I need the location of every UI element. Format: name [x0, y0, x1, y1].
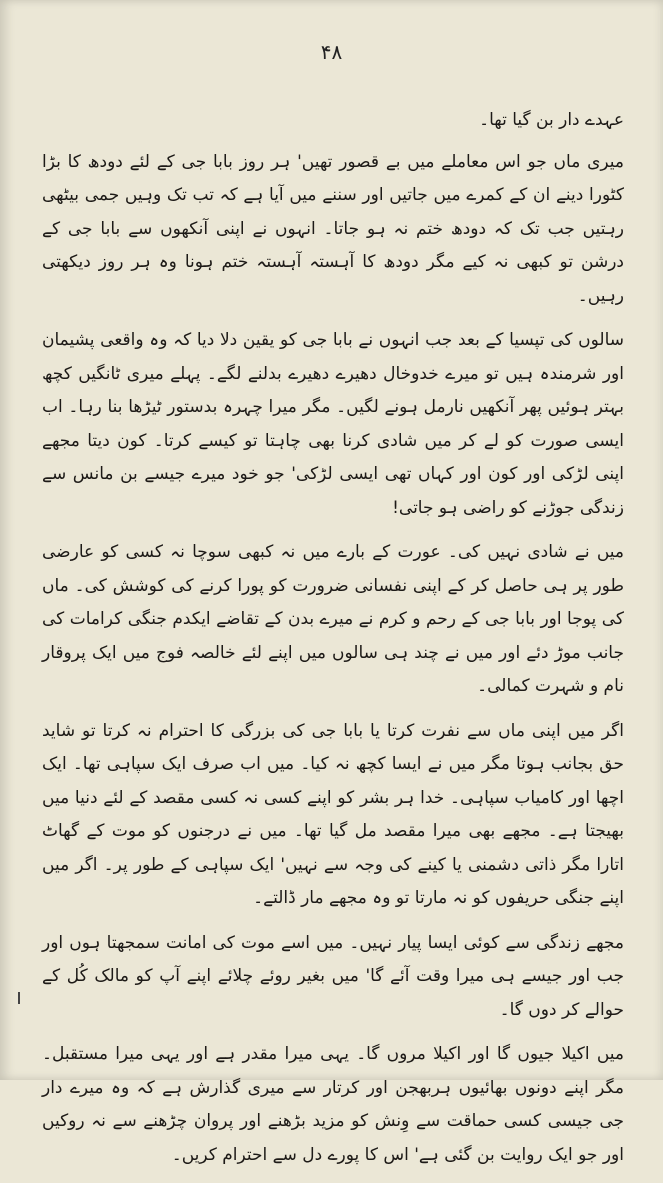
page-number: ۴۸	[320, 40, 343, 64]
paragraph-5: اگر میں اپنی ماں سے نفرت کرتا یا بابا جی کی بزرگی کا احترام نہ کرتا تو شاید حق بجانب ہوتا مگر میں نے ایسا کچھ نہ کیا۔ میں اب صرف ایک سپاہی تھا۔ ایک اچھا اور کامیاب سپاہی۔ خدا ہر بشر کو اپنے کسی نہ کسی مقصد کے لئے دنیا میں بھیجتا ہے۔ مجھے بھی میرا مقصد مل گیا تھا۔ میں نے درجنوں کو موت کے گھاٹ اتارا مگر ذاتی دشمنی یا کینے کی وجہ سے نہیں' ایک سپاہی کے طور پر۔ اگر میں اپنے جنگی حریفوں کو نہ مارتا تو وہ مجھے مار ڈالتے۔	[42, 720, 624, 908]
paragraph-2: میری ماں جو اس معاملے میں بے قصور تھیں' ہر روز بابا جی کے لئے دودھ کا بڑا کٹورا دینے ان کے کمرے میں جاتیں اور سننے میں آیا ہے کہ تب تک وہیں جمی بیٹھی رہتیں جب تک کہ دودھ ختم نہ ہو جاتا۔ انہوں نے اپنی آنکھوں سے بابا جی کے درشن تو کبھی نہ کیے مگر دودھ کا آہستہ آہستہ ختم ہونا وہ ہر روز دیکھتی رہیں۔	[42, 151, 624, 306]
paragraph-6: مجھے زندگی سے کوئی ایسا پیار نہیں۔ میں اسے موت کی امانت سمجھتا ہوں اور جب اور جیسے ہی میرا وقت آئے گا' میں بغیر روئے چلائے اپنے آپ کو مالک کُل کے حوالے کر دوں گا۔	[42, 932, 624, 1020]
paragraph-4: میں نے شادی نہیں کی۔ عورت کے بارے میں نہ کبھی سوچا نہ کسی کو عارضی طور پر ہی حاصل کر کے اپنی نفسانی ضرورت کو پورا کرنے کی کوشش کی۔ ماں کی پوجا اور بابا جی کے رحم و کرم نے میرے بدن کے تقاضے ایکدم جنگی کرامات کی جانب موڑ دئے اور میں نے چند ہی سالوں میں اپنے لئے خالصہ فوج میں ایک پروقار نام و شہرت کمالی۔	[42, 542, 624, 696]
page-body-text	[42, 104, 624, 1183]
paragraph-1: عہدے دار بن گیا تھا۔	[479, 110, 624, 130]
margin-mark	[18, 992, 20, 1004]
paragraph-3: سالوں کی تپسیا کے بعد جب انہوں نے بابا جی کو یقین دلا دیا کہ وہ واقعی پشیمان اور شرمندہ ہیں تو میرے خدوخال دھیرے دھیرے بدلنے لگے۔ پہلے میری ٹانگیں کچھ بہتر ہوئیں پھر آنکھیں نارمل ہونے لگیں۔ مگر میرا چہرہ بدستور ٹیڑھا بنا رہا۔ اب ایسی صورت کو لے کر میں شادی کرنا بھی چاہتا تو کیسے کرتا۔ کون دیتا مجھے اپنی لڑکی اور کون اور کہاں تھی ایسی لڑکی' جو خود میرے جیسے بن مانس سے زندگی جوڑنے کو راضی ہو جاتی!	[42, 330, 624, 518]
paragraph-7: میں اکیلا جیوں گا اور اکیلا مروں گا۔ یہی میرا مقدر ہے اور یہی میرا مستقبل۔ مگر اپنے دونوں بھائیوں ہربھجن اور کرتار سے میری گذارش ہے کہ وہ میرے دار جی جیسی کسی حماقت سے وِنش کو مزید بڑھنے اور پروان چڑھنے سے نہ روکیں اور جو ایک روایت بن گئی ہے' اس کا پورے دل سے احترام کریں۔	[42, 1044, 624, 1165]
